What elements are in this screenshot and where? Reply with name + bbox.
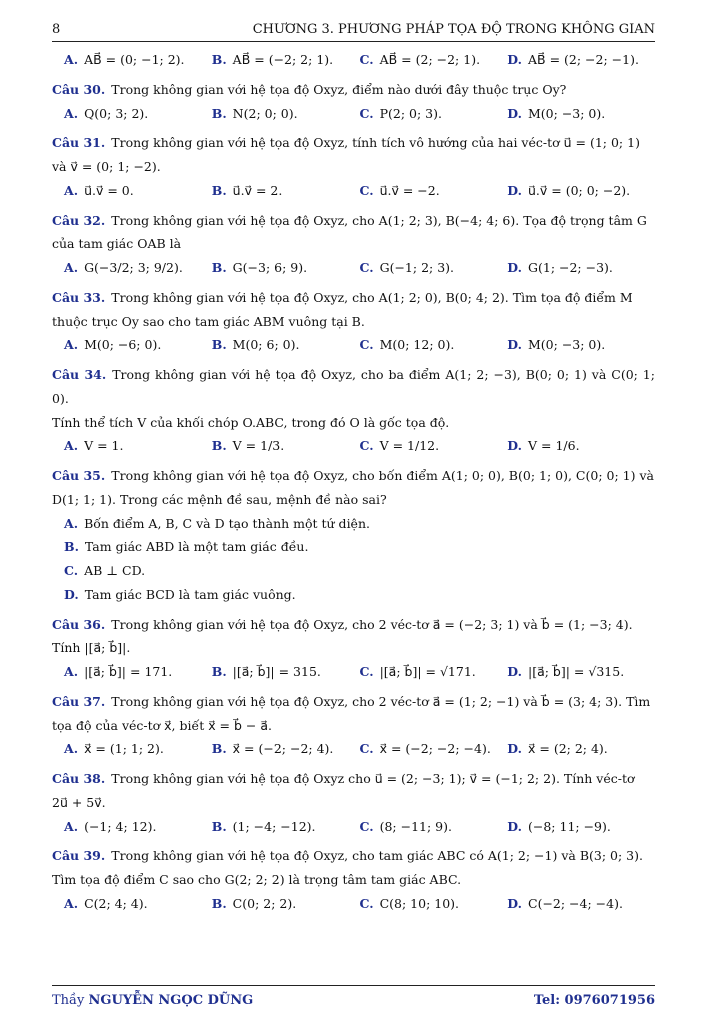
answer-option — [212, 434, 360, 458]
question-text: Trong không gian với hệ tọa độ Oxyz cho u⃗ = (2; −3; 1); v⃗ = (−1; 2; 2). Tính véc-tơ — [111, 771, 635, 786]
option-text: u⃗.v⃗ = 2. — [232, 182, 283, 198]
answer-option — [64, 583, 655, 607]
option-letter: A. — [64, 741, 79, 757]
option-text: M(0; −6; 0). — [84, 337, 162, 353]
question-text: Trong không gian với hệ tọa độ Oxyz, cho ba điểm A(1; 2; −3), B(0; 0; 1) và C(0; 1; 0). — [52, 367, 655, 406]
question-number: Câu 34. — [52, 367, 107, 382]
option-letter: B. — [211, 52, 227, 67]
option-letter: B. — [211, 438, 227, 454]
option-letter: A. — [64, 515, 79, 531]
option-text: V = 1/12. — [379, 438, 440, 454]
answer-option — [64, 48, 212, 72]
options — [52, 815, 655, 839]
question-line — [52, 232, 655, 256]
option-letter: B. — [211, 182, 227, 198]
question-text: Trong không gian với hệ tọa độ Oxyz, cho 2 véc-tơ a⃗ = (1; 2; −1) và b⃗ = (3; 4; 3). Tìm — [111, 693, 651, 709]
options — [52, 102, 655, 126]
question-line — [52, 411, 655, 435]
answer-option — [360, 102, 508, 126]
option-letter: A. — [64, 895, 79, 911]
question-list — [52, 48, 655, 916]
option-letter: A. — [64, 438, 79, 454]
option-letter: C. — [359, 182, 374, 198]
answer-option — [507, 737, 655, 761]
option-letter: D. — [507, 664, 522, 679]
option-text: G(1; −2; −3). — [528, 260, 613, 275]
option-text: M(0; −3; 0). — [528, 105, 606, 121]
option-text: x⃗ = (−2; −2; −4). — [379, 741, 491, 757]
chapter-title: CHƯƠNG 3. PHƯƠNG PHÁP TỌA ĐỘ TRONG KHÔNG GIAN — [252, 22, 655, 37]
answer-option — [64, 815, 212, 839]
option-text: Bốn điểm A, B, C và D tạo thành một tứ diện. — [84, 515, 370, 531]
options — [52, 660, 655, 684]
question-number: Câu 32. — [52, 212, 106, 228]
answer-option — [64, 256, 212, 280]
page-number: 8 — [52, 22, 61, 37]
option-letter: C. — [359, 895, 374, 911]
question — [52, 209, 655, 280]
answer-option — [64, 559, 655, 583]
option-text: u⃗.v⃗ = (0; 0; −2). — [528, 182, 631, 198]
question-number: Câu 36. — [52, 616, 106, 632]
option-text: AB⃗ = (0; −1; 2). — [84, 52, 185, 67]
header-divider — [52, 41, 655, 42]
option-text: (−8; 11; −9). — [528, 818, 611, 834]
option-text: G(−3; 6; 9). — [232, 260, 308, 275]
option-letter: C. — [359, 664, 374, 679]
option-letter: D. — [507, 741, 522, 757]
option-letter: A. — [64, 52, 79, 67]
option-letter: B. — [211, 741, 227, 757]
page-footer — [52, 993, 655, 1008]
question-number: Câu 31. — [52, 135, 106, 151]
question-text: Trong không gian với hệ tọa độ Oxyz, cho tam giác ABC có A(1; 2; −1) và B(3; 0; 3). — [111, 848, 643, 864]
question-line — [52, 310, 655, 334]
option-letter: A. — [64, 105, 79, 121]
page-header — [52, 22, 655, 42]
answer-option — [212, 333, 360, 357]
option-text: M(0; 6; 0). — [232, 337, 300, 353]
answer-option — [212, 892, 360, 916]
options — [52, 737, 655, 761]
answer-option — [360, 815, 508, 839]
answer-option — [360, 256, 508, 280]
answer-option — [507, 179, 655, 203]
answer-option — [212, 660, 360, 684]
answer-option — [360, 892, 508, 916]
option-text: Q(0; 3; 2). — [84, 105, 149, 121]
question-text: tọa độ của véc-tơ x⃗, biết x⃗ = b⃗ − a⃗. — [52, 717, 272, 733]
option-letter: C. — [359, 260, 374, 275]
question-line — [52, 844, 655, 868]
question-text: Trong không gian với hệ tọa độ Oxyz, cho A(1; 2; 3), B(−4; 4; 6). Tọa độ trọng tâm G — [111, 212, 647, 228]
question-line — [52, 363, 655, 411]
option-letter: B. — [211, 337, 227, 353]
option-text: u⃗.v⃗ = 0. — [84, 182, 134, 198]
option-text: AB ⊥ CD. — [84, 563, 146, 578]
answer-option — [360, 737, 508, 761]
question-text: 2u⃗ + 5v⃗. — [52, 794, 106, 810]
option-letter: D. — [64, 586, 79, 602]
question-text: Trong không gian với hệ tọa độ Oxyz, tính tích vô hướng của hai véc-tơ u⃗ = (1; 0; 1) — [111, 135, 640, 151]
options — [52, 179, 655, 203]
options — [52, 333, 655, 357]
question-line — [52, 767, 655, 791]
answer-option — [212, 815, 360, 839]
option-letter: C. — [359, 438, 374, 454]
question-text: thuộc trục Oy sao cho tam giác ABM vuông tại B. — [52, 313, 365, 329]
answer-option — [212, 256, 360, 280]
answer-option — [64, 892, 212, 916]
option-letter: C. — [359, 741, 374, 757]
question-text: Trong không gian với hệ tọa độ Oxyz, điểm nào dưới đây thuộc trục Oy? — [111, 81, 567, 97]
question-line — [52, 131, 655, 155]
option-letter: C. — [359, 52, 374, 67]
question-text: Tìm tọa độ điểm C sao cho G(2; 2; 2) là trọng tâm tam giác ABC. — [52, 872, 462, 887]
question-number: Câu 33. — [52, 289, 106, 305]
question-line — [52, 714, 655, 738]
option-text: (−1; 4; 12). — [84, 818, 157, 834]
options — [52, 434, 655, 458]
question-text: D(1; 1; 1). Trong các mệnh đề sau, mệnh đề nào sai? — [52, 491, 387, 507]
option-text: |[a⃗; b⃗]| = 315. — [232, 664, 321, 679]
option-text: AB⃗ = (−2; 2; 1). — [232, 52, 334, 67]
question-line — [52, 690, 655, 714]
answer-option — [360, 434, 508, 458]
answer-option — [64, 737, 212, 761]
option-text: M(0; 12; 0). — [379, 337, 455, 353]
question-line — [52, 613, 655, 637]
option-text: (1; −4; −12). — [232, 818, 316, 834]
answer-option — [507, 892, 655, 916]
option-text: AB⃗ = (2; −2; −1). — [528, 52, 639, 67]
question-text: Trong không gian với hệ tọa độ Oxyz, cho 2 véc-tơ a⃗ = (−2; 3; 1) và b⃗ = (1; −3; 4). — [111, 616, 633, 632]
answer-option — [64, 179, 212, 203]
option-text: Tam giác BCD là tam giác vuông. — [84, 586, 296, 602]
question-line — [52, 791, 655, 815]
option-letter: D. — [507, 52, 522, 67]
option-text: N(2; 0; 0). — [232, 105, 298, 121]
option-letter: D. — [507, 182, 522, 198]
question — [52, 613, 655, 684]
option-text: AB⃗ = (2; −2; 1). — [379, 52, 481, 67]
option-text: |[a⃗; b⃗]| = 171. — [84, 664, 173, 679]
option-letter: D. — [507, 895, 522, 911]
option-letter: A. — [64, 182, 79, 198]
question-line — [52, 78, 655, 102]
option-text: x⃗ = (2; 2; 4). — [528, 741, 608, 757]
option-text: x⃗ = (1; 1; 2). — [84, 741, 164, 757]
question-text: Tính thể tích V của khối chóp O.ABC, trong đó O là gốc tọa độ. — [52, 414, 450, 430]
question-line — [52, 155, 655, 179]
question — [52, 131, 655, 202]
question-number: Câu 38. — [52, 771, 106, 786]
option-letter: C. — [359, 105, 374, 121]
option-text: |[a⃗; b⃗]| = √315. — [528, 664, 625, 679]
answer-option — [507, 660, 655, 684]
option-text: (8; −11; 9). — [379, 818, 452, 834]
answer-option — [360, 179, 508, 203]
answer-option — [64, 535, 655, 559]
option-letter: A. — [64, 664, 79, 679]
option-text: P(2; 0; 3). — [379, 105, 442, 121]
option-letter: B. — [211, 818, 227, 834]
option-letter: D. — [507, 438, 522, 454]
answer-option — [507, 434, 655, 458]
option-letter: D. — [507, 260, 522, 275]
answer-option — [507, 102, 655, 126]
option-letter: A. — [64, 337, 79, 353]
option-text: u⃗.v⃗ = −2. — [379, 182, 440, 198]
option-text: G(−1; 2; 3). — [379, 260, 455, 275]
question-line — [52, 636, 655, 660]
option-text: |[a⃗; b⃗]| = √171. — [379, 664, 476, 679]
answer-option — [64, 434, 212, 458]
option-text: C(2; 4; 4). — [84, 895, 148, 911]
question-line — [52, 209, 655, 233]
option-letter: B. — [211, 895, 227, 911]
option-letter: B. — [211, 260, 227, 275]
option-text: x⃗ = (−2; −2; 4). — [232, 741, 334, 757]
question-line — [52, 488, 655, 512]
question — [52, 844, 655, 915]
answer-option — [212, 48, 360, 72]
question-line — [52, 464, 655, 488]
answer-option — [360, 333, 508, 357]
option-letter: B. — [211, 105, 227, 121]
answer-option — [360, 48, 508, 72]
option-letter: D. — [507, 105, 522, 121]
option-letter: C. — [359, 818, 374, 834]
option-text: C(0; 2; 2). — [232, 895, 297, 911]
option-letter: D. — [507, 818, 522, 834]
answer-option — [64, 333, 212, 357]
option-text: V = 1. — [84, 438, 124, 454]
question — [52, 78, 655, 126]
footer-divider — [52, 985, 655, 986]
question-number: Câu 30. — [52, 81, 106, 97]
answer-option — [507, 333, 655, 357]
answer-option — [212, 737, 360, 761]
option-text: V = 1/3. — [232, 438, 285, 454]
answer-option — [64, 102, 212, 126]
option-text: V = 1/6. — [528, 438, 580, 454]
phone-number: Tel: 0976071956 — [533, 993, 655, 1008]
author: Thầy NGUYỄN NGỌC DŨNG — [52, 993, 254, 1008]
answer-option — [64, 512, 655, 536]
option-text: M(0; −3; 0). — [528, 337, 606, 353]
questions — [52, 78, 655, 916]
question-text: Trong không gian với hệ tọa độ Oxyz, cho bốn điểm A(1; 0; 0), B(0; 1; 0), C(0; 0; 1) và — [111, 468, 654, 483]
question-text: và v⃗ = (0; 1; −2). — [52, 159, 161, 174]
answer-option — [212, 102, 360, 126]
question-number: Câu 35. — [52, 468, 106, 483]
question-text: Trong không gian với hệ tọa độ Oxyz, cho A(1; 2; 0), B(0; 4; 2). Tìm tọa độ điểm M — [111, 289, 633, 305]
option-letter: C. — [64, 563, 79, 578]
question — [52, 690, 655, 761]
option-letter: B. — [211, 664, 227, 679]
question-text: của tam giác OAB là — [52, 236, 182, 252]
author-name: NGUYỄN NGỌC DŨNG — [88, 993, 254, 1008]
answer-option — [360, 660, 508, 684]
options — [52, 512, 655, 607]
options — [52, 892, 655, 916]
question-line — [52, 868, 655, 892]
answer-option — [212, 179, 360, 203]
question — [52, 363, 655, 458]
question-text: Tính |[a⃗; b⃗]|. — [52, 640, 131, 656]
answer-option — [507, 815, 655, 839]
option-text: Tam giác ABD là một tam giác đều. — [84, 539, 309, 555]
question-line — [52, 286, 655, 310]
option-text: C(−2; −4; −4). — [528, 895, 623, 911]
option-letter: B. — [64, 539, 79, 555]
question — [52, 767, 655, 838]
answer-option — [64, 660, 212, 684]
option-text: C(8; 10; 10). — [379, 895, 460, 911]
answer-option — [507, 48, 655, 72]
option-letter: A. — [64, 818, 79, 834]
question — [52, 464, 655, 607]
answer-option — [507, 256, 655, 280]
option-letter: C. — [359, 337, 374, 353]
question-number: Câu 37. — [52, 693, 106, 709]
option-letter: D. — [507, 337, 522, 353]
intro-options — [52, 48, 655, 72]
question — [52, 286, 655, 357]
question-number: Câu 39. — [52, 848, 106, 864]
options — [52, 256, 655, 280]
option-letter: A. — [64, 260, 79, 275]
option-text: G(−3/2; 3; 9/2). — [84, 260, 183, 275]
